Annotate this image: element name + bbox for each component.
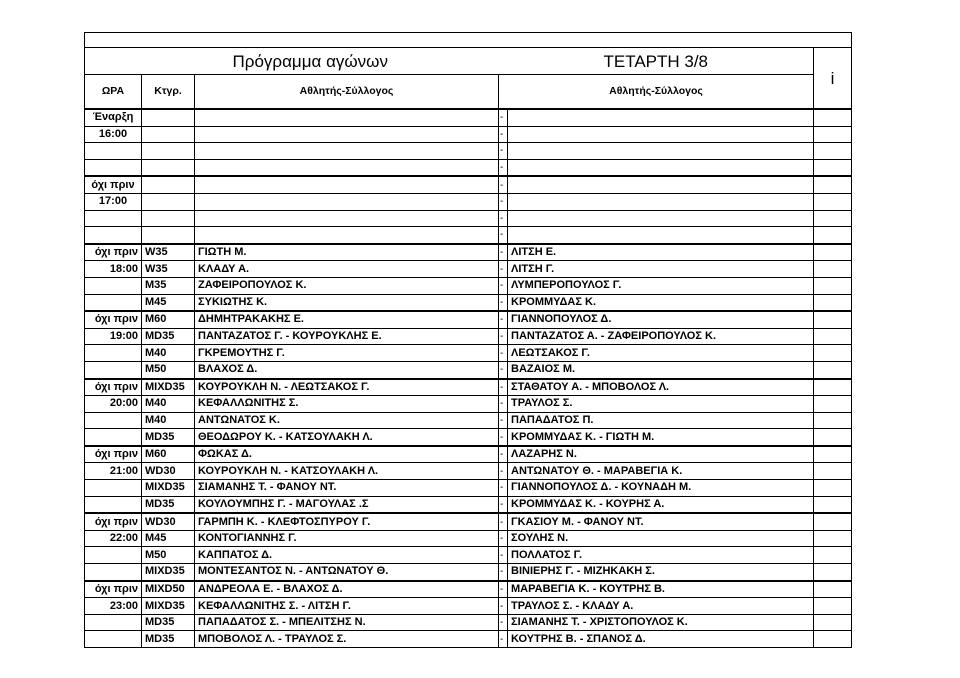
player1-cell: [195, 176, 499, 193]
note-cell: [814, 564, 852, 581]
player1-cell: ΓΚΡΕΜΟΥΤΗΣ Γ.: [195, 345, 499, 362]
player2-cell: ΒΑΖΑΙΟΣ Μ.: [508, 361, 814, 378]
player1-cell: ΚΑΠΠΑΤΟΣ Δ.: [195, 547, 499, 564]
time-cell: 16:00: [85, 126, 142, 143]
player1-cell: ΠΑΠΑΔΑΤΟΣ Σ. - ΜΠΕΛΙΤΣΗΣ Ν.: [195, 614, 499, 631]
note-cell: [814, 598, 852, 615]
note-cell: [814, 294, 852, 311]
note-cell: [814, 614, 852, 631]
category-cell: [142, 210, 195, 227]
note-cell: [814, 396, 852, 413]
separator-cell: -: [499, 446, 508, 463]
separator-cell: -: [499, 564, 508, 581]
note-cell: [814, 126, 852, 143]
note-cell: [814, 143, 852, 160]
note-cell: [814, 227, 852, 244]
table-row: [85, 496, 852, 513]
note-cell: [814, 446, 852, 463]
player2-cell: ΚΡΟΜΜΥΔΑΣ Κ. - ΓΙΩΤΗ Μ.: [508, 429, 814, 446]
category-cell: WD30: [142, 513, 195, 530]
player1-cell: [195, 126, 499, 143]
time-cell: όχι πριν: [85, 446, 142, 463]
player2-cell: ΠΟΛΛΑΤΟΣ Γ.: [508, 547, 814, 564]
table-row: [85, 463, 852, 480]
category-cell: M40: [142, 396, 195, 413]
table-row: [85, 227, 852, 244]
note-cell: [814, 496, 852, 513]
category-cell: M35: [142, 277, 195, 294]
separator-cell: -: [499, 244, 508, 261]
time-cell: Έναρξη: [85, 109, 142, 126]
player1-cell: ΚΟΥΡΟΥΚΛΗ Ν. - ΛΕΩΤΣΑΚΟΣ Γ.: [195, 379, 499, 396]
table-row: [85, 429, 852, 446]
separator-cell: -: [499, 277, 508, 294]
separator-cell: -: [499, 328, 508, 345]
time-cell: [85, 345, 142, 362]
player2-cell: [508, 210, 814, 227]
time-cell: [85, 614, 142, 631]
player2-cell: [508, 227, 814, 244]
table-row: [85, 379, 852, 396]
separator-cell: -: [499, 311, 508, 328]
category-cell: [142, 109, 195, 126]
time-cell: όχι πριν: [85, 581, 142, 598]
player1-cell: ΚΕΦΑΛΛΩΝΙΤΗΣ Σ.: [195, 396, 499, 413]
player2-cell: ΠΑΝΤΑΖΑΤΟΣ Α. - ΖΑΦΕΙΡΟΠΟΥΛΟΣ Κ.: [508, 328, 814, 345]
player1-cell: ΒΛΑΧΟΣ Δ.: [195, 361, 499, 378]
time-cell: 23:00: [85, 598, 142, 615]
category-cell: W35: [142, 244, 195, 261]
note-cell: [814, 311, 852, 328]
note-cell: [814, 159, 852, 176]
table-row: [85, 109, 852, 126]
separator-cell: -: [499, 396, 508, 413]
table-row: [85, 311, 852, 328]
category-cell: MD35: [142, 429, 195, 446]
time-cell: [85, 480, 142, 497]
time-cell: 22:00: [85, 530, 142, 547]
player2-cell: ΜΑΡΑΒΕΓΙΑ Κ. - ΚΟΥΤΡΗΣ Β.: [508, 581, 814, 598]
player1-cell: ΦΩΚΑΣ Δ.: [195, 446, 499, 463]
separator-cell: -: [499, 463, 508, 480]
table-row: [85, 176, 852, 193]
player2-cell: ΛΙΤΣΗ Ε.: [508, 244, 814, 261]
category-cell: [142, 143, 195, 160]
player2-cell: ΓΙΑΝΝΟΠΟΥΛΟΣ Δ. - ΚΟΥΝΑΔΗ Μ.: [508, 480, 814, 497]
player2-cell: [508, 193, 814, 210]
note-cell: [814, 530, 852, 547]
player1-cell: ΜΠΟΒΟΛΟΣ Λ. - ΤΡΑΥΛΟΣ Σ.: [195, 631, 499, 648]
separator-cell: -: [499, 429, 508, 446]
player1-cell: ΜΟΝΤΕΣΑΝΤΟΣ Ν. - ΑΝΤΩΝΑΤΟΥ Θ.: [195, 564, 499, 581]
player1-cell: [195, 159, 499, 176]
category-cell: M50: [142, 361, 195, 378]
player2-cell: ΛΙΤΣΗ Γ.: [508, 261, 814, 278]
player1-cell: [195, 210, 499, 227]
separator-cell: -: [499, 109, 508, 126]
separator-cell: -: [499, 361, 508, 378]
category-cell: [142, 126, 195, 143]
table-row: [85, 530, 852, 547]
player2-cell: ΑΝΤΩΝΑΤΟΥ Θ. - ΜΑΡΑΒΕΓΙΑ Κ.: [508, 463, 814, 480]
table-row: [85, 513, 852, 530]
category-cell: W35: [142, 261, 195, 278]
page-title: Πρόγραμμα αγώνων: [85, 48, 499, 75]
header-time: ΩΡΑ: [85, 75, 142, 110]
player2-cell: ΚΡΟΜΜΥΔΑΣ Κ.: [508, 294, 814, 311]
player1-cell: ΚΟΥΛΟΥΜΠΗΣ Γ. - ΜΑΓΟΥΛΑΣ .Σ: [195, 496, 499, 513]
header-player1: Αθλητής-Σύλλογος: [195, 75, 499, 110]
separator-cell: -: [499, 227, 508, 244]
separator-cell: -: [499, 379, 508, 396]
category-cell: MIXD35: [142, 480, 195, 497]
separator-cell: -: [499, 598, 508, 615]
player1-cell: ΚΛΑΔΥ Α.: [195, 261, 499, 278]
player2-cell: [508, 143, 814, 160]
table-row: [85, 547, 852, 564]
player2-cell: ΓΚΑΣΙΟΥ Μ. - ΦΑΝΟΥ ΝΤ.: [508, 513, 814, 530]
separator-cell: -: [499, 480, 508, 497]
table-row: [85, 159, 852, 176]
player1-cell: ΘΕΟΔΩΡΟΥ Κ. - ΚΑΤΣΟΥΛΑΚΗ Λ.: [195, 429, 499, 446]
player2-cell: ΣΤΑΘΑΤΟΥ Α. - ΜΠΟΒΟΛΟΣ Λ.: [508, 379, 814, 396]
note-cell: [814, 379, 852, 396]
category-cell: MD35: [142, 328, 195, 345]
player2-cell: ΤΡΑΥΛΟΣ Σ.: [508, 396, 814, 413]
table-row: [85, 328, 852, 345]
table-row: [85, 396, 852, 413]
table-row: [85, 581, 852, 598]
separator-cell: -: [499, 513, 508, 530]
category-cell: M60: [142, 446, 195, 463]
time-cell: [85, 631, 142, 648]
player2-cell: [508, 176, 814, 193]
separator-cell: -: [499, 126, 508, 143]
category-cell: MIXD35: [142, 598, 195, 615]
category-cell: WD30: [142, 463, 195, 480]
player2-cell: ΠΑΠΑΔΑΤΟΣ Π.: [508, 412, 814, 429]
note-cell: [814, 463, 852, 480]
separator-cell: -: [499, 159, 508, 176]
player1-cell: [195, 193, 499, 210]
separator-cell: -: [499, 614, 508, 631]
player2-cell: ΒΙΝΙΕΡΗΣ Γ. - ΜΙΖΗΚΑΚΗ Σ.: [508, 564, 814, 581]
player2-cell: ΚΡΟΜΜΥΔΑΣ Κ. - ΚΟΥΡΗΣ Α.: [508, 496, 814, 513]
table-row: [85, 193, 852, 210]
player1-cell: ΓΙΩΤΗ Μ.: [195, 244, 499, 261]
time-cell: [85, 210, 142, 227]
time-cell: [85, 227, 142, 244]
note-cell: [814, 345, 852, 362]
time-cell: [85, 429, 142, 446]
category-cell: [142, 176, 195, 193]
schedule-sheet: [84, 32, 851, 648]
separator-cell: -: [499, 496, 508, 513]
player2-cell: ΛΕΩΤΣΑΚΟΣ Γ.: [508, 345, 814, 362]
time-cell: όχι πριν: [85, 244, 142, 261]
time-cell: 20:00: [85, 396, 142, 413]
player1-cell: ΔΗΜΗΤΡΑΚΑΚΗΣ Ε.: [195, 311, 499, 328]
separator-cell: -: [499, 345, 508, 362]
time-cell: όχι πριν: [85, 513, 142, 530]
table-row: [85, 261, 852, 278]
category-cell: MIXD35: [142, 379, 195, 396]
player2-cell: ΣΙΑΜΑΝΗΣ Τ. - ΧΡΙΣΤΟΠΟΥΛΟΣ Κ.: [508, 614, 814, 631]
separator-cell: -: [499, 412, 508, 429]
category-cell: M40: [142, 345, 195, 362]
category-cell: MIXD35: [142, 564, 195, 581]
player1-cell: ΑΝΤΩΝΑΤΟΣ Κ.: [195, 412, 499, 429]
table-row: [85, 277, 852, 294]
table-row: [85, 614, 852, 631]
table-row: [85, 210, 852, 227]
time-cell: [85, 277, 142, 294]
note-cell: [814, 412, 852, 429]
time-cell: [85, 412, 142, 429]
top-blank-row: [85, 33, 852, 48]
table-row: [85, 480, 852, 497]
table-row: [85, 244, 852, 261]
player2-cell: ΓΙΑΝΝΟΠΟΥΛΟΣ Δ.: [508, 311, 814, 328]
category-cell: M45: [142, 294, 195, 311]
player1-cell: [195, 109, 499, 126]
player1-cell: ΚΟΝΤΟΓΙΑΝΝΗΣ Γ.: [195, 530, 499, 547]
note-cell: [814, 328, 852, 345]
separator-cell: -: [499, 294, 508, 311]
player1-cell: ΚΟΥΡΟΥΚΛΗ Ν. - ΚΑΤΣΟΥΛΑΚΗ Λ.: [195, 463, 499, 480]
separator-cell: -: [499, 261, 508, 278]
table-row: [85, 126, 852, 143]
player2-cell: [508, 159, 814, 176]
schedule-date: ΤΕΤΑΡΤΗ 3/8: [499, 48, 814, 75]
table-row: [85, 412, 852, 429]
player1-cell: ΓΑΡΜΠΗ Κ. - ΚΛΕΦΤΟΣΠΥΡΟΥ Γ.: [195, 513, 499, 530]
player1-cell: ΚΕΦΑΛΛΩΝΙΤΗΣ Σ. - ΛΙΤΣΗ Γ.: [195, 598, 499, 615]
schedule-table: [84, 32, 852, 648]
time-cell: [85, 361, 142, 378]
note-cell: [814, 277, 852, 294]
time-cell: [85, 159, 142, 176]
separator-cell: -: [499, 210, 508, 227]
time-cell: όχι πριν: [85, 311, 142, 328]
player1-cell: ΖΑΦΕΙΡΟΠΟΥΛΟΣ Κ.: [195, 277, 499, 294]
player2-cell: [508, 126, 814, 143]
table-row: [85, 631, 852, 648]
player1-cell: ΣΥΚΙΩΤΗΣ Κ.: [195, 294, 499, 311]
time-cell: [85, 294, 142, 311]
table-row: [85, 345, 852, 362]
player1-cell: ΣΙΑΜΑΝΗΣ Τ. - ΦΑΝΟΥ ΝΤ.: [195, 480, 499, 497]
category-cell: M60: [142, 311, 195, 328]
note-cell: [814, 109, 852, 126]
time-cell: 19:00: [85, 328, 142, 345]
category-cell: MD35: [142, 631, 195, 648]
note-cell: [814, 513, 852, 530]
table-row: [85, 361, 852, 378]
info-icon: i: [814, 48, 852, 110]
header-row: [85, 75, 852, 110]
player1-cell: [195, 227, 499, 244]
category-cell: [142, 193, 195, 210]
time-cell: [85, 564, 142, 581]
note-cell: [814, 480, 852, 497]
player1-cell: ΑΝΔΡΕΟΛΑ Ε. - ΒΛΑΧΟΣ Δ.: [195, 581, 499, 598]
category-cell: M50: [142, 547, 195, 564]
category-cell: M40: [142, 412, 195, 429]
header-player2: Αθλητής-Σύλλογος: [499, 75, 814, 110]
category-cell: M45: [142, 530, 195, 547]
player2-cell: [508, 109, 814, 126]
header-category: Κτγρ.: [142, 75, 195, 110]
note-cell: [814, 261, 852, 278]
player2-cell: ΛΑΖΑΡΗΣ Ν.: [508, 446, 814, 463]
time-cell: όχι πριν: [85, 379, 142, 396]
separator-cell: -: [499, 530, 508, 547]
category-cell: MD35: [142, 496, 195, 513]
time-cell: [85, 547, 142, 564]
player2-cell: ΚΟΥΤΡΗΣ Β. - ΣΠΑΝΟΣ Δ.: [508, 631, 814, 648]
note-cell: [814, 193, 852, 210]
separator-cell: -: [499, 547, 508, 564]
separator-cell: -: [499, 631, 508, 648]
time-cell: όχι πριν: [85, 176, 142, 193]
note-cell: [814, 176, 852, 193]
separator-cell: -: [499, 143, 508, 160]
time-cell: [85, 496, 142, 513]
time-cell: 17:00: [85, 193, 142, 210]
table-row: [85, 598, 852, 615]
table-row: [85, 446, 852, 463]
table-row: [85, 143, 852, 160]
time-cell: [85, 143, 142, 160]
table-row: [85, 564, 852, 581]
category-cell: MD35: [142, 614, 195, 631]
note-cell: [814, 429, 852, 446]
note-cell: [814, 210, 852, 227]
time-cell: 21:00: [85, 463, 142, 480]
table-row: [85, 294, 852, 311]
time-cell: 18:00: [85, 261, 142, 278]
player2-cell: ΤΡΑΥΛΟΣ Σ. - ΚΛΑΔΥ Α.: [508, 598, 814, 615]
player2-cell: ΛΥΜΠΕΡΟΠΟΥΛΟΣ Γ.: [508, 277, 814, 294]
note-cell: [814, 547, 852, 564]
player1-cell: ΠΑΝΤΑΖΑΤΟΣ Γ. - ΚΟΥΡΟΥΚΛΗΣ Ε.: [195, 328, 499, 345]
separator-cell: -: [499, 176, 508, 193]
player1-cell: [195, 143, 499, 160]
title-row: [85, 48, 852, 75]
separator-cell: -: [499, 581, 508, 598]
category-cell: [142, 227, 195, 244]
category-cell: MIXD50: [142, 581, 195, 598]
note-cell: [814, 631, 852, 648]
category-cell: [142, 159, 195, 176]
note-cell: [814, 581, 852, 598]
note-cell: [814, 244, 852, 261]
player2-cell: ΣΟΥΛΗΣ Ν.: [508, 530, 814, 547]
separator-cell: -: [499, 193, 508, 210]
note-cell: [814, 361, 852, 378]
